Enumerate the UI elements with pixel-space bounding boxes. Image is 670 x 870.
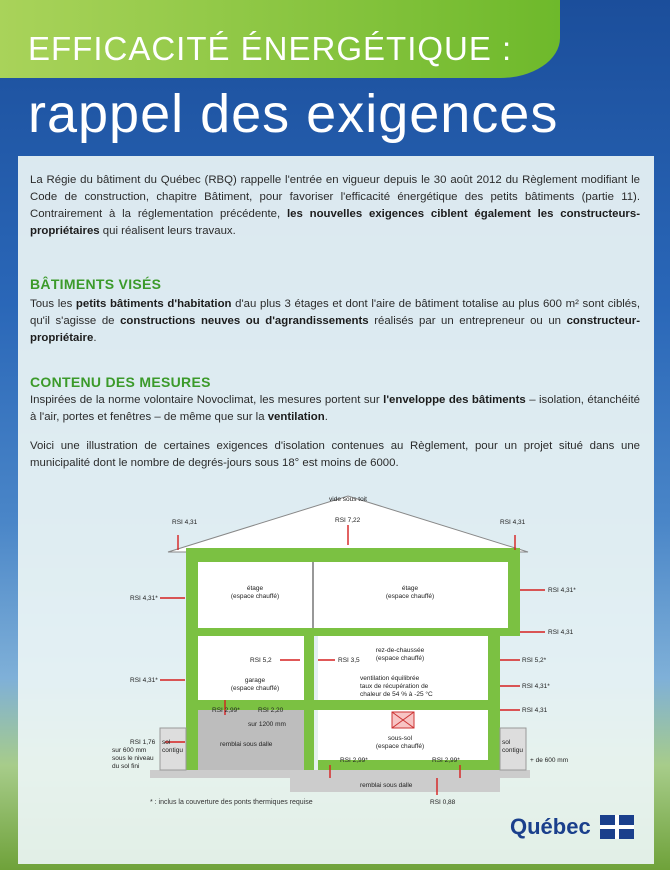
label-remblai-2: remblai sous dalle <box>360 782 413 789</box>
rsi-basement-2: RSI 2,99* <box>432 757 460 764</box>
heading-contenu-mesures: CONTENU DES MESURES <box>30 374 211 390</box>
label-vent-1: ventilation équilibrée <box>360 675 420 682</box>
rsi-roof-center: RSI 7,22 <box>335 517 361 524</box>
rsi-foundation: RSI 1,76 <box>130 739 156 746</box>
label-sur600: sur 600 mm <box>112 747 147 754</box>
label-sol-right: sol <box>502 739 511 746</box>
mesures-paragraph: Inspirées de la norme volontaire Novoclimat, les mesures portent sur l'enveloppe des bâtiments – isolation, étanchéité à l'air, portes et fenêtres – de même que sur la ventilation. <box>30 394 640 423</box>
rsi-wall-right-top: RSI 4,31* <box>548 587 576 594</box>
quebec-logo: Québec <box>510 814 591 839</box>
illustration-paragraph: Voici une illustration de certaines exigences d'isolation contenues au Règlement, pour un projet situé dans une municipalité dont le nombre de degrés-jours sous 18° est moins de 6000. <box>30 440 640 469</box>
label-etage-1b: (espace chauffé) <box>230 593 280 600</box>
rsi-basement-1: RSI 2,99* <box>340 757 368 764</box>
rsi-floor-right: RSI 4,31 <box>548 629 574 636</box>
label-vent-3: chaleur de 54 % à -25 °C <box>360 691 433 698</box>
rsi-roof-left: RSI 4,31 <box>172 519 198 526</box>
label-vide: vide sous toit <box>329 496 367 503</box>
rsi-rdc-wall: RSI 3,5 <box>338 657 360 664</box>
label-garage: garage <box>244 677 266 684</box>
label-sous-niveau: sous le niveau <box>112 755 154 762</box>
label-ssol: sous-sol <box>387 735 413 742</box>
rsi-garage-wall: RSI 5,2 <box>250 657 272 664</box>
label-rdc-b: (espace chauffé) <box>375 655 425 662</box>
rsi-roof-right: RSI 4,31 <box>500 519 526 526</box>
rsi-ext-floor: RSI 4,31 <box>522 707 548 714</box>
rsi-ext-wall: RSI 5,2* <box>522 657 547 664</box>
footnote: * : inclus la couverture des ponts thermiques requise <box>150 799 313 806</box>
label-sol-left: sol <box>162 739 171 746</box>
label-sol-left-b: contigu <box>162 747 183 754</box>
label-rdc: rez-de-chaussée <box>375 647 425 654</box>
rsi-wall-left-top: RSI 4,31* <box>130 595 158 602</box>
rsi-ext-wall-2: RSI 4,31* <box>522 683 550 690</box>
rsi-slab-2: RSI 2,20 <box>258 707 284 714</box>
label-ssol-b: (espace chauffé) <box>375 743 425 750</box>
label-etage-1: étage <box>246 585 264 592</box>
label-sol-fini: du sol fini <box>112 763 140 770</box>
label-garage-b: (espace chauffé) <box>230 685 280 692</box>
heading-batiments-vises: BÂTIMENTS VISÉS <box>30 276 162 292</box>
label-sol-right-b: contigu <box>502 747 523 754</box>
label-vent-2: taux de récupération de <box>360 683 429 690</box>
label-remblai-1: remblai sous dalle <box>220 741 273 748</box>
label-sur1200: sur 1200 mm <box>248 721 286 728</box>
label-etage-2: étage <box>401 585 419 592</box>
title-line-2: rappel des exigences <box>28 84 559 144</box>
intro-paragraph: La Régie du bâtiment du Québec (RBQ) rappelle l'entrée en vigueur depuis le 30 août 2012 du Règlement modifiant le Code de construction, chapitre Bâtiment, pour favoriser l'efficacité énergétique des petits bâtiments (partie 11). Contrairement à la réglementation précédente, les nouvelles exigences ciblent également les constructeurs-propriétaires qui réalisent leurs travaux. <box>30 174 640 237</box>
rsi-garage-slab: RSI 2,99* <box>212 707 240 714</box>
batiments-paragraph: Tous les petits bâtiments d'habitation d'au plus 3 étages et dont l'aire de bâtiment totalise au plus 600 m² sont ciblés, qu'il s'agisse de constructions neuves ou d'agrandissements réalisés par un entrepreneur ou un constructeur-propriétaire. <box>30 298 641 344</box>
title-line-1: EFFICACITÉ ÉNERGÉTIQUE : <box>28 30 513 67</box>
label-plus600: + de 600 mm <box>530 757 569 764</box>
rsi-slab-bottom: RSI 0,88 <box>430 799 456 806</box>
label-etage-2b: (espace chauffé) <box>385 593 435 600</box>
quebec-flag-icon <box>600 815 634 839</box>
rsi-wall-left-bottom: RSI 4,31* <box>130 677 158 684</box>
